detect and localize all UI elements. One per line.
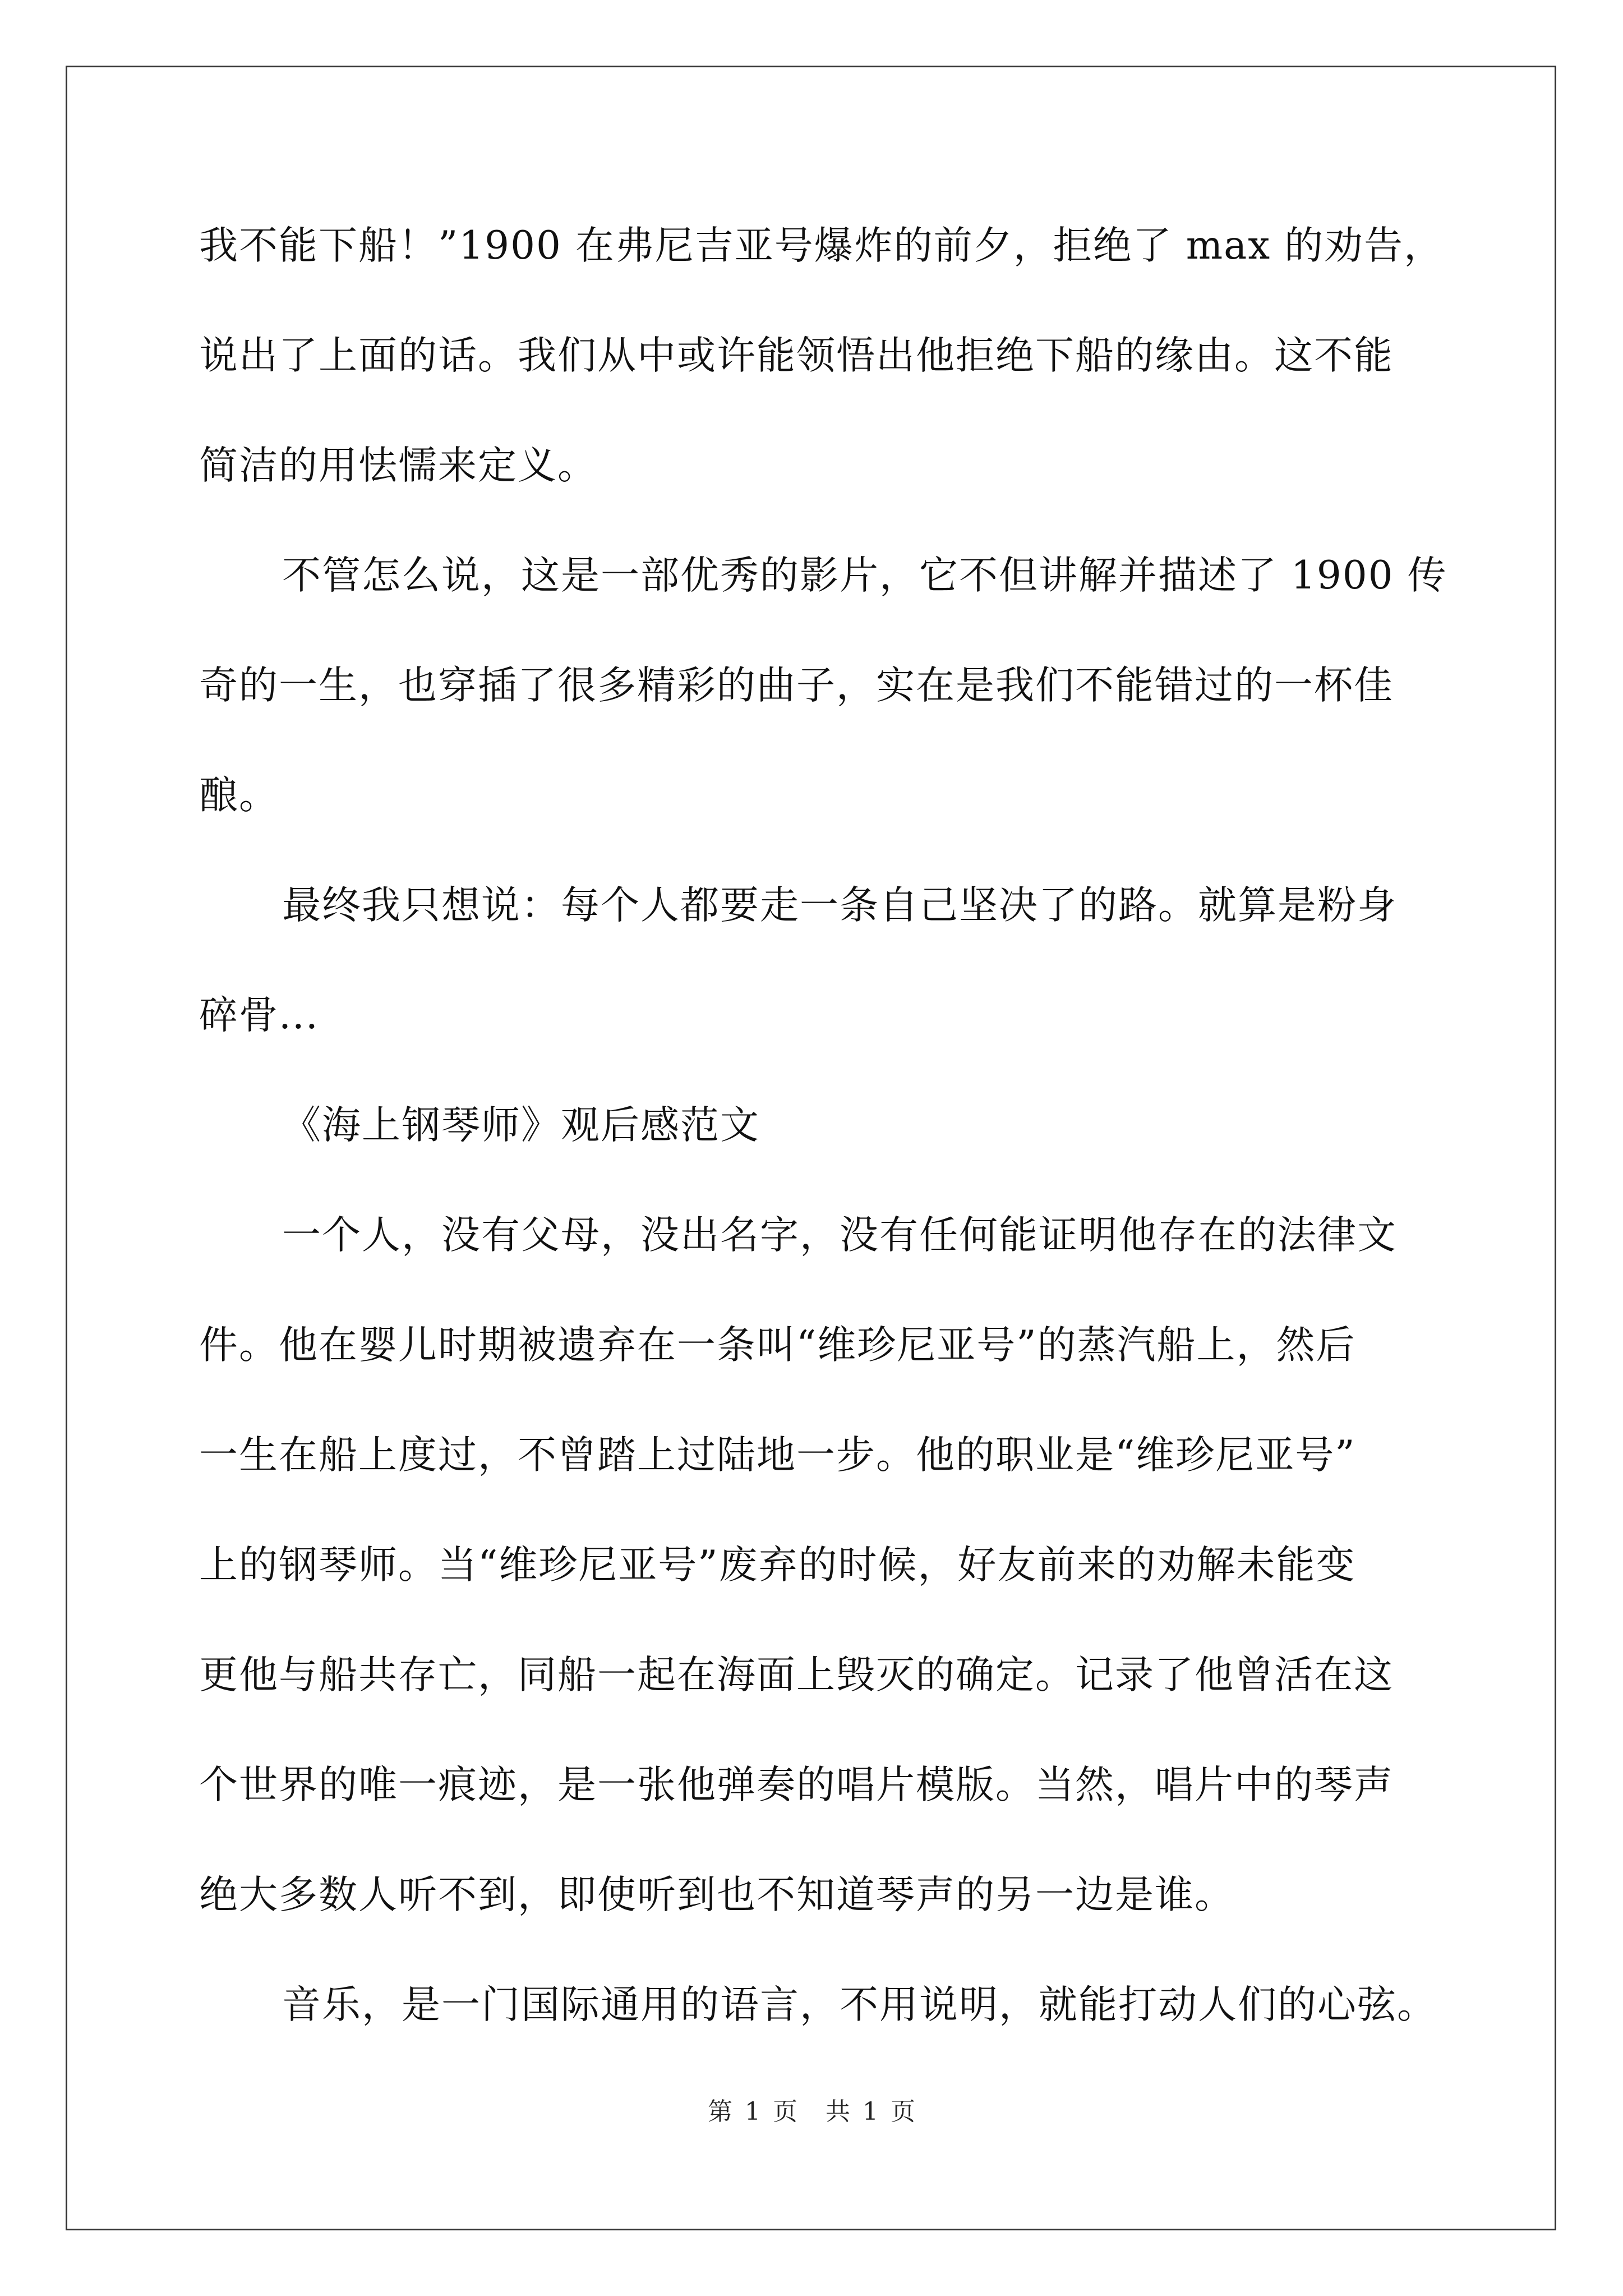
text-line: 更他与船共存亡，同船一起在海面上毁灭的确定。记录了他曾活在这 — [199, 1653, 1394, 1697]
text-line: 简洁的用怯懦来定义。 — [199, 443, 597, 488]
text-line: 个世界的唯一痕迹，是一张他弹奏的唱片模版。当然，唱片中的琴声 — [199, 1763, 1394, 1807]
text-line: 绝大多数人听不到，即使听到也不知道琴声的另一边是谁。 — [199, 1872, 1234, 1917]
section-title: 《海上钢琴师》观后感范文 — [282, 1103, 760, 1148]
text-line: 不管怎么说，这是一部优秀的影片，它不但讲解并描述了 1900 传 — [282, 553, 1447, 598]
text-line: 件。他在婴儿时期被遗弃在一条叫“维珍尼亚号”的蒸汽船上，然后 — [199, 1323, 1356, 1368]
text-line: 最终我只想说：每个人都要走一条自己坚决了的路。就算是粉身 — [282, 883, 1397, 928]
text-line: 上的钢琴师。当“维珍尼亚号”废弃的时候，好友前来的劝解未能变 — [199, 1543, 1356, 1588]
text-line: 一生在船上度过，不曾踏上过陆地一步。他的职业是“维珍尼亚号” — [199, 1433, 1356, 1478]
text-line: 碎骨... — [199, 993, 319, 1038]
page-footer — [0, 2091, 1623, 2127]
page-number: 第 1 页 — [708, 2097, 797, 2126]
text-line: 一个人，没有父母，没出名字，没有任何能证明他存在的法律文 — [282, 1213, 1397, 1258]
text-line: 说出了上面的话。我们从中或许能领悟出他拒绝下船的缘由。这不能 — [199, 333, 1394, 378]
text-line: 音乐，是一门国际通用的语言，不用说明，就能打动人们的心弦。 — [282, 1982, 1437, 2027]
text-line: 我不能下船！”1900 在弗尼吉亚号爆炸的前夕，拒绝了 max 的劝告， — [199, 223, 1444, 268]
text-line: 酿。 — [199, 773, 279, 818]
text-line: 奇的一生，也穿插了很多精彩的曲子，实在是我们不能错过的一杯佳 — [199, 663, 1394, 708]
page-total: 共 1 页 — [826, 2097, 915, 2126]
document-body — [199, 191, 1447, 2060]
